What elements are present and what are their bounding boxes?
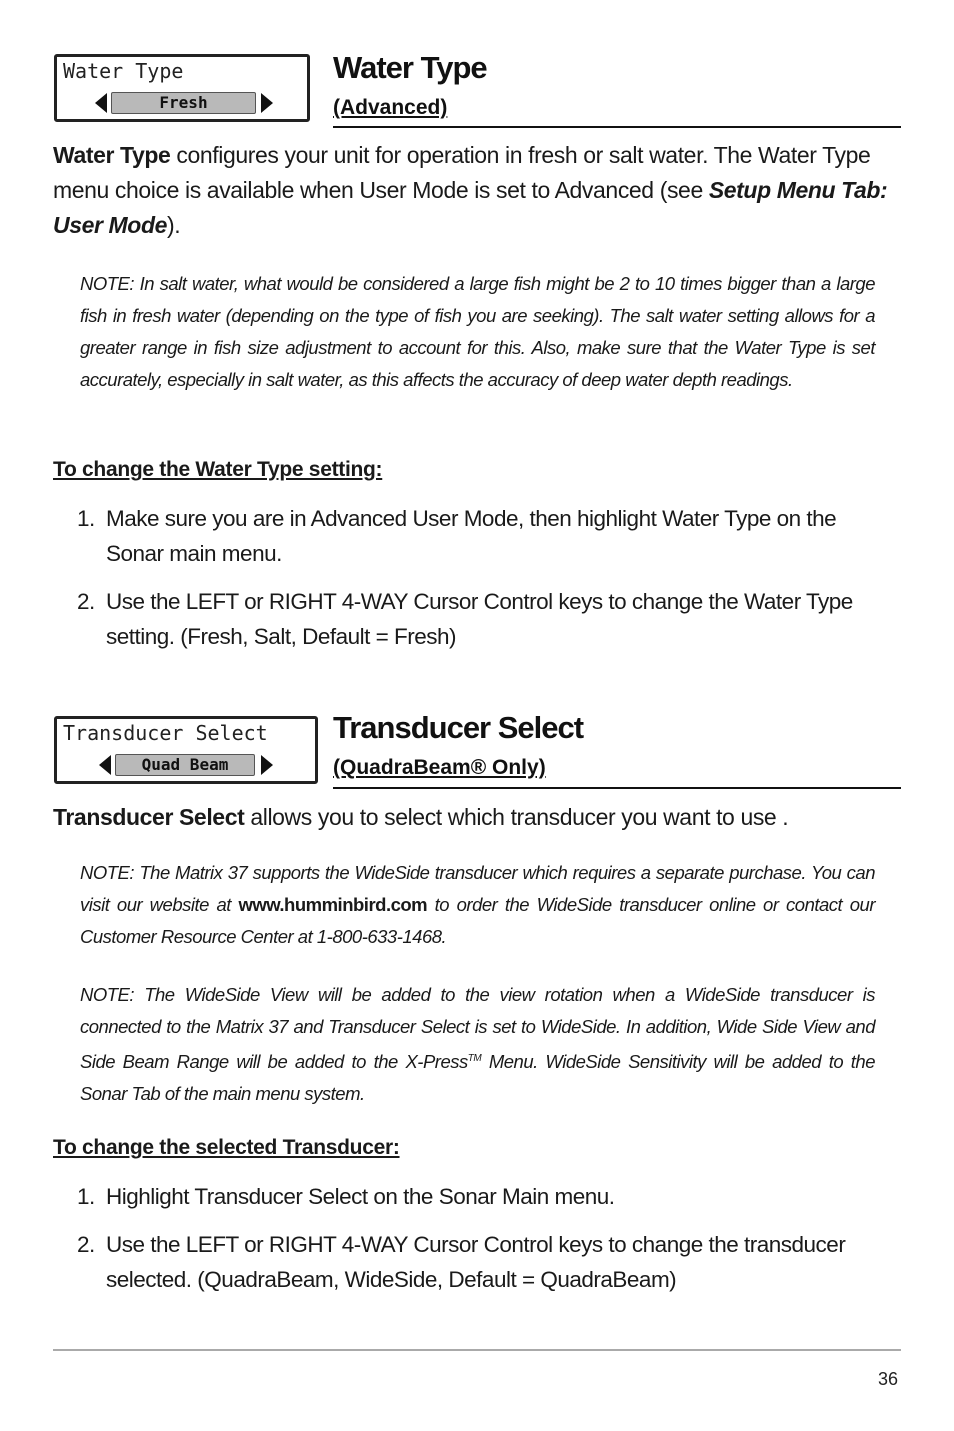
water-type-intro bbox=[53, 138, 903, 243]
transducer-widget-title: Transducer Select bbox=[63, 721, 268, 745]
setup-menu-ref: Setup Menu Tab: User Mode bbox=[53, 177, 888, 238]
water-type-heading-rule bbox=[333, 126, 901, 128]
water-type-step-2 bbox=[77, 584, 877, 654]
step-text: Highlight Transducer Select on the Sonar Main menu. bbox=[106, 1184, 615, 1209]
step-text: Use the LEFT or RIGHT 4-WAY Cursor Control keys to change the Water Type setting. (Fresh, Salt, Default = Fresh) bbox=[106, 589, 853, 649]
step-number: 1. bbox=[77, 506, 95, 531]
water-type-term: Water Type bbox=[53, 142, 171, 168]
water-type-menu-widget bbox=[54, 54, 310, 122]
water-type-intro-text: configures your unit for operation in fresh or salt water. The Water Type menu choice is available when User Mode is set to Advanced (see bbox=[53, 142, 871, 203]
transducer-step-2 bbox=[77, 1227, 877, 1297]
step-text: Use the LEFT or RIGHT 4-WAY Cursor Control keys to change the transducer selected. (QuadraBeam, WideSide, Default = QuadraBeam) bbox=[106, 1232, 846, 1292]
transducer-select-term: Transducer Select bbox=[53, 804, 245, 830]
transducer-select-menu-widget bbox=[54, 716, 318, 784]
step-number: 1. bbox=[77, 1184, 95, 1209]
transducer-note-1 bbox=[80, 857, 875, 953]
transducer-widget-value: Quad Beam bbox=[115, 754, 255, 776]
left-arrow-icon bbox=[99, 755, 111, 775]
website-link[interactable]: www.humminbird.com bbox=[238, 894, 428, 915]
step-number: 2. bbox=[77, 589, 95, 614]
transducer-heading-rule bbox=[333, 787, 901, 789]
footer-rule bbox=[53, 1349, 901, 1351]
note-text: to order the WideSide transducer online or contact our Customer Resource Center at 1-800-633-1468. bbox=[80, 894, 875, 947]
note-text: The Matrix 37 supports the WideSide transducer which requires a separate purchase. You can visit our website at bbox=[80, 862, 875, 915]
page-number: 36 bbox=[877, 1369, 898, 1389]
right-arrow-icon bbox=[261, 755, 273, 775]
note-label: NOTE: bbox=[80, 862, 135, 883]
water-type-subheading: (Advanced) bbox=[333, 96, 448, 119]
transducer-select-subheading: (QuadraBeam® Only) bbox=[333, 756, 546, 779]
left-arrow-icon bbox=[95, 93, 107, 113]
step-number: 2. bbox=[77, 1232, 95, 1257]
note-label: NOTE: bbox=[80, 984, 135, 1005]
water-type-step-1 bbox=[77, 501, 877, 571]
transducer-step-1 bbox=[77, 1179, 877, 1214]
right-arrow-icon bbox=[261, 93, 273, 113]
water-type-how-to-heading: To change the Water Type setting: bbox=[53, 458, 383, 481]
water-type-widget-value: Fresh bbox=[111, 92, 256, 114]
transducer-intro-text: allows you to select which transducer you want to use . bbox=[244, 804, 789, 830]
transducer-select-heading: Transducer Select bbox=[333, 710, 584, 745]
transducer-note-2 bbox=[80, 979, 875, 1110]
trademark-mark: TM bbox=[467, 1053, 482, 1064]
water-type-widget-title: Water Type bbox=[63, 59, 184, 83]
note-text: The WideSide View will be added to the view rotation when a WideSide transducer is connected to the Matrix 37 and Transducer Select is set to WideSide. In addition, Wide Side View and Side Beam Range will be added to the X-Press bbox=[80, 984, 875, 1073]
note-text: Menu. WideSide Sensitivity will be added to the Sonar Tab of the main menu system. bbox=[80, 1051, 875, 1105]
note-label: NOTE: bbox=[80, 273, 135, 294]
water-type-heading: Water Type bbox=[333, 50, 487, 85]
water-type-intro-end: ). bbox=[166, 212, 181, 238]
water-type-note bbox=[80, 268, 875, 396]
transducer-how-to-heading: To change the selected Transducer: bbox=[53, 1136, 400, 1159]
note-text: In salt water, what would be considered a large fish might be 2 to 10 times bigger than a large fish in fresh water (depending on the type of fish you are seeking). The salt water setting allows for a greater range in fish size adjustment to account for this. Also, make sure that the Water Type is set accurately, especially in salt water, as this affects the accuracy of deep water depth readings. bbox=[80, 273, 875, 390]
step-text: Make sure you are in Advanced User Mode, then highlight Water Type on the Sonar main menu. bbox=[106, 506, 837, 566]
transducer-select-intro bbox=[53, 800, 903, 835]
